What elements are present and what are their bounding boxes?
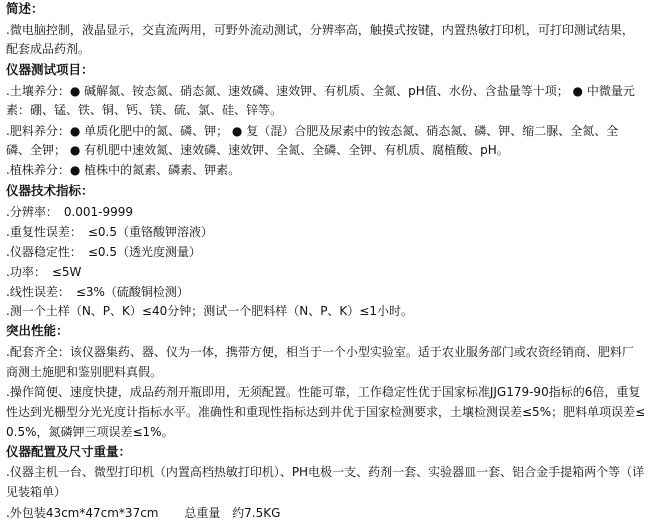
weight-label: 总重量 bbox=[184, 506, 221, 520]
spec-value: ≤0.5（透光度测量） bbox=[87, 245, 201, 259]
specs-heading: 仪器技术指标： bbox=[6, 183, 94, 198]
spec-value: 0.001-9999 bbox=[63, 205, 134, 219]
spec-row-repeatability bbox=[6, 224, 213, 240]
summary-line: 配套成品药剂。 bbox=[6, 42, 91, 56]
spec-row-linearity bbox=[6, 284, 189, 300]
summary-line: .微电脑控制，液晶显示，交直流两用，可野外流动测试，分辨率高，触摸式按键，内置热敏打印机，可打印测试结果， bbox=[6, 23, 634, 37]
config-heading: 仪器配置及尺寸重量： bbox=[6, 444, 132, 459]
weight-value: 约7.5KG bbox=[232, 506, 281, 520]
feature-line: 性达到光栅型分光光度计指标水平。准确性和重现性指标达到并优于国家检测要求，土壤检测误差≤5%；肥料单项误差≤ bbox=[6, 405, 646, 419]
test-item-line: .土壤养分：● 碱解氮、铵态氮、硝态氮、速效磷、速效钾、有机质、全氮、pH值、水份、含盐量等十项； ● 中微量元 bbox=[6, 84, 635, 98]
config-line: 见装箱单） bbox=[6, 485, 67, 499]
feature-line: .配套齐全：该仪器集药、器、仪为一体，携带方便，相当于一个小型实验室。适于农业服务部门或农资经销商、肥料厂 bbox=[6, 345, 634, 359]
spec-row-power bbox=[6, 264, 81, 280]
spec-value: ≤3%（硫酸铜检测） bbox=[75, 285, 189, 299]
test-item-line: 素：硼、锰、铁、铜、钙、镁、硫、氯、硅、锌等。 bbox=[6, 103, 283, 117]
spec-value: ≤5W bbox=[51, 265, 82, 279]
spec-label: .仪器稳定性： bbox=[6, 245, 82, 259]
package-weight-line bbox=[6, 505, 280, 521]
config-line: .仪器主机一台、微型打印机（内置高档热敏打印机）、PH电极一支、药剂一套、实验器皿一套、铝合金手提箱两个等（详 bbox=[6, 465, 645, 479]
spec-value: ≤0.5（重铬酸钾溶液） bbox=[87, 225, 213, 239]
spec-label: .分辨率： bbox=[6, 205, 58, 219]
spec-row-resolution bbox=[6, 204, 133, 220]
test-item-line: .植株养分：● 植株中的氮素、磷素、钾素。 bbox=[6, 163, 241, 177]
summary-heading: 简述： bbox=[6, 1, 44, 16]
spec-label: .线性误差： bbox=[6, 285, 70, 299]
spec-speed-line: .测一个土样（N、P、K）≤40分钟；测试一个肥料样（N、P、K）≤1小时。 bbox=[6, 304, 413, 318]
test-item-line: 磷、全钾； ● 有机肥中速效氮、速效磷、速效钾、全氮、全磷、全钾、有机质、腐植酸、pH。 bbox=[6, 143, 509, 157]
feature-line: .操作简便、速度快捷，成品药剂开瓶即用，无须配置。性能可靠，工作稳定性优于国家标准JJG179-90指标的6倍，重复 bbox=[6, 385, 641, 399]
spec-row-stability bbox=[6, 244, 201, 260]
spec-label: .功率： bbox=[6, 265, 46, 279]
spec-label: .重复性误差： bbox=[6, 225, 82, 239]
features-heading: 突出性能： bbox=[6, 323, 69, 338]
package-size: .外包装43cm*47cm*37cm bbox=[6, 506, 159, 520]
feature-line: 0.5%，氮磷钾三项误差≤1%。 bbox=[6, 425, 174, 439]
test-items-heading: 仪器测试项目： bbox=[6, 62, 94, 77]
feature-line: 商测土施肥和鉴别肥料真假。 bbox=[6, 365, 163, 379]
test-item-line: .肥料养分：● 单质化肥中的氮、磷、钾； ● 复（混）合肥及尿素中的铵态氮、硝态氮、磷、钾、缩二脲、全氮、全 bbox=[6, 124, 619, 138]
